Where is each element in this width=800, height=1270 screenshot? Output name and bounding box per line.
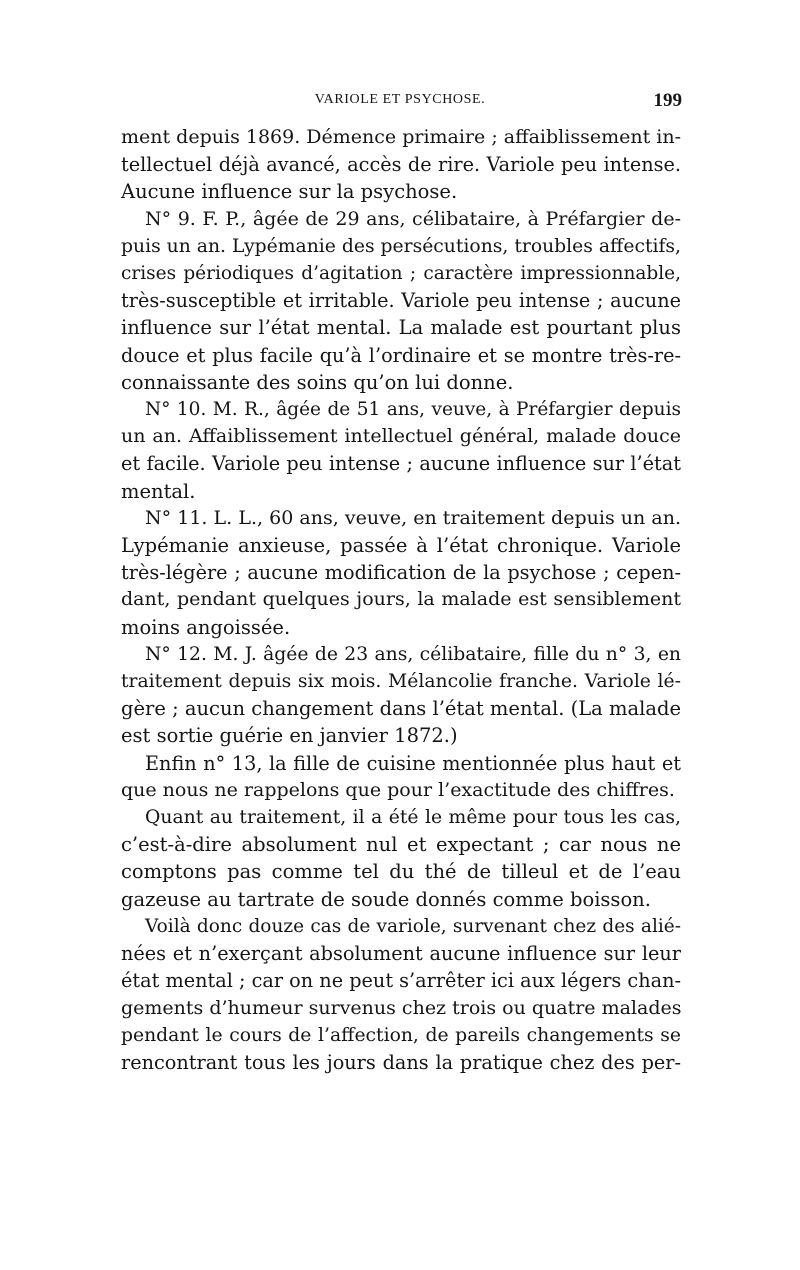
- running-title: VARIOLE ET PSYCHOSE.: [314, 92, 486, 107]
- text-line: mental.: [121, 479, 196, 503]
- text-line: Lypémanie anxieuse, passée à l’état chronique. Variole: [121, 534, 681, 558]
- text-line: crises périodiques d’agitation ; caractère impressionnable,: [121, 263, 681, 285]
- text-line: et facile. Variole peu intense ; aucune influence sur l’état: [121, 452, 681, 476]
- text-line: Aucune influence sur la psychose.: [121, 180, 458, 204]
- text-line: Quant au traitement, il a été le même pour tous les cas,: [145, 807, 681, 829]
- text-line: traitement depuis six mois. Mélancolie franche. Variole lé-: [121, 671, 681, 693]
- text-line: comptons pas comme tel du thé de tilleul et de l’eau: [121, 860, 681, 884]
- text-line: puis un an. Lypémanie des persécutions, troubles affectifs,: [121, 235, 682, 257]
- page-number: 199: [653, 90, 682, 111]
- text-line: connaissante des soins qu’on lui donne.: [121, 370, 514, 394]
- text-line: très-légère ; aucune modification de la psychose ; cepen-: [121, 561, 681, 585]
- text-line: influence sur l’état mental. La malade est pourtant plus: [121, 316, 681, 340]
- running-header: [120, 90, 680, 120]
- text-line: que nous ne rappelons que pour l’exactitude des chiffres.: [121, 778, 675, 801]
- text-line: un an. Affaiblissement intellectuel général, malade douce: [121, 425, 681, 448]
- text-line: moins angoissée.: [121, 615, 291, 639]
- text-line: N° 10. M. R., âgée de 51 ans, veuve, à Préfargier depuis: [145, 399, 681, 421]
- text-line: ment depuis 1869. Démence primaire ; affaiblissement in-: [121, 126, 681, 148]
- text-line: douce et plus facile qu’à l’ordinaire et se montre très-re-: [121, 343, 681, 367]
- text-line: gements d’humeur survenus chez trois ou quatre malades: [121, 996, 682, 1019]
- body-text: [121, 124, 681, 1076]
- text-line: N° 11. L. L., 60 ans, veuve, en traitement depuis un an.: [145, 506, 681, 529]
- text-line: tellectuel déjà avancé, accès de rire. Variole peu intense.: [121, 153, 681, 177]
- text-line: gazeuse au tartrate de soude donnés comme boisson.: [121, 887, 651, 911]
- text-line: état mental ; car on ne peut s’arrêter ici aux légers chan-: [121, 969, 681, 993]
- text-line: dant, pendant quelques jours, la malade est sensiblement: [121, 588, 681, 611]
- text-line: Enfin n° 13, la fille de cuisine mentionnée plus haut et: [145, 751, 681, 775]
- text-line: gère ; aucun changement dans l’état mental. (La malade: [121, 697, 681, 721]
- text-line: nées et n’exerçant absolument aucune influence sur leur: [121, 942, 681, 966]
- text-line: rencontrant tous les jours dans la pratique chez des per-: [121, 1050, 681, 1074]
- text-line: c’est-à-dire absolument nul et expectant ; car nous ne: [121, 833, 681, 857]
- text-line: Voilà donc douze cas de variole, survenant chez des alié-: [145, 915, 681, 937]
- text-line: pendant le cours de l’affection, de pareils changements se: [121, 1024, 681, 1046]
- text-line: N° 9. F. P., âgée de 29 ans, célibataire, à Préfargier de-: [145, 207, 681, 230]
- text-line: N° 12. M. J. âgée de 23 ans, célibataire, fille du n° 3, en: [145, 643, 681, 665]
- text-line: est sortie guérie en janvier 1872.): [121, 724, 458, 748]
- text-line: très-susceptible et irritable. Variole peu intense ; aucune: [121, 289, 681, 313]
